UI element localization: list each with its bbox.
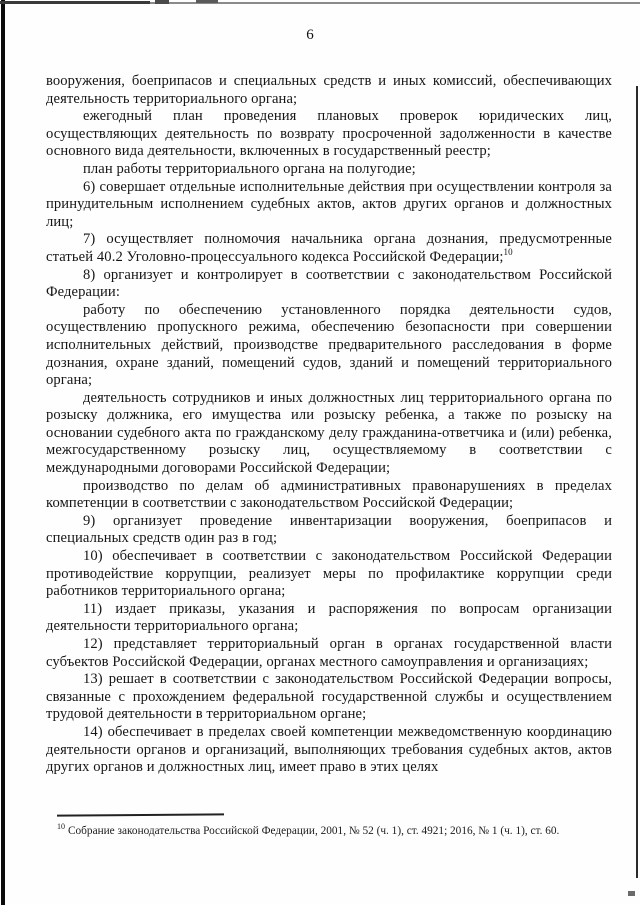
footnote-marker: 10: [57, 822, 65, 831]
footnote: [57, 820, 613, 838]
paragraph: вооружения, боеприпасов и специальных средств и иных комиссий, обеспечивающих деятельность территориального органа;: [46, 73, 612, 107]
scan-artifact: [628, 891, 635, 896]
paragraph: деятельность сотрудников и иных должностных лиц территориального органа по розыску должника, его имущества или розыску ребенка, а также по розыску на основании судебного акта по гражданскому делу гражданина-ответчика и (или) ребенка, межгосударственному розыску лиц, осуществляемому в соответствии с международными договорами Российской Федерации;: [46, 389, 612, 477]
paragraph: 8) организует и контролирует в соответствии с законодательством Российской Федерации:: [46, 266, 612, 301]
paragraph: 9) организует проведение инвентаризации вооружения, боеприпасов и специальных средств один раз в год;: [46, 512, 612, 547]
paragraph: работу по обеспечению установленного порядка деятельности судов, осуществлению пропускного режима, обеспечению безопасности при совершении исполнительных действий, производстве предварительного расследования в форме дознания, охране зданий, помещений судов, зданий и помещений территориального органа;: [46, 301, 612, 389]
paragraph: 13) решает в соответствии с законодательством Российской Федерации вопросы, связанные с прохождением федеральной государственной службы и осуществлением трудовой деятельности в территориальном органе;: [46, 671, 612, 723]
paragraph: 11) издает приказы, указания и распоряжения по вопросам организации деятельности территориального органа;: [46, 600, 612, 635]
footnote-divider: [57, 813, 224, 816]
footnote-reference: 10: [503, 247, 513, 258]
scan-border-right: [636, 86, 638, 878]
paragraph: 6) совершает отдельные исполнительные действия при осуществлении контроля за принудительным исполнением судебных актов, актов других органов и должностных лиц;: [46, 178, 612, 230]
scan-artifact: [155, 0, 169, 4]
page-number: 6: [306, 27, 314, 43]
paragraph: 10) обеспечивает в соответствии с законодательством Российской Федерации противодействие коррупции, реализует меры по профилактике коррупции среди работников территориального органа;: [46, 548, 612, 600]
paragraph-text: 7) осуществляет полномочия начальника органа дознания, предусмотренные статьей 40.2 Уголовно-процессуального кодекса Российской Федерации;: [46, 231, 612, 265]
document-body: [46, 73, 612, 777]
scan-border-left: [1, 0, 5, 905]
paragraph: ежегодный план проведения плановых проверок юридических лиц, осуществляющих деятельность по возврату просроченной задолженности в качестве основного вида деятельности, включенных в государственный реестр;: [46, 108, 612, 160]
paragraph: план работы территориального органа на полугодие;: [83, 160, 416, 177]
paragraph: 12) представляет территориальный орган в органах государственной власти субъектов Российской Федерации, органах местного самоуправления и организациях;: [46, 636, 612, 670]
scan-border-top-dark-segment: [0, 1, 150, 4]
paragraph: [46, 231, 612, 266]
footnote-text: Собрание законодательства Российской Федерации, 2001, № 52 (ч. 1), ст. 4921; 2016, № 1 (ч. 1), ст. 60.: [68, 824, 560, 837]
paragraph: производство по делам об административных правонарушениях в пределах компетенции в соответствии с законодательством Российской Федерации;: [46, 477, 612, 512]
paragraph: 14) обеспечивает в пределах своей компетенции межведомственную координацию деятельности органов и организаций, выполняющих требования судебных актов, актов других органов и должностных лиц, имеет право в этих целях: [46, 723, 612, 776]
scan-artifact: [196, 0, 218, 3]
